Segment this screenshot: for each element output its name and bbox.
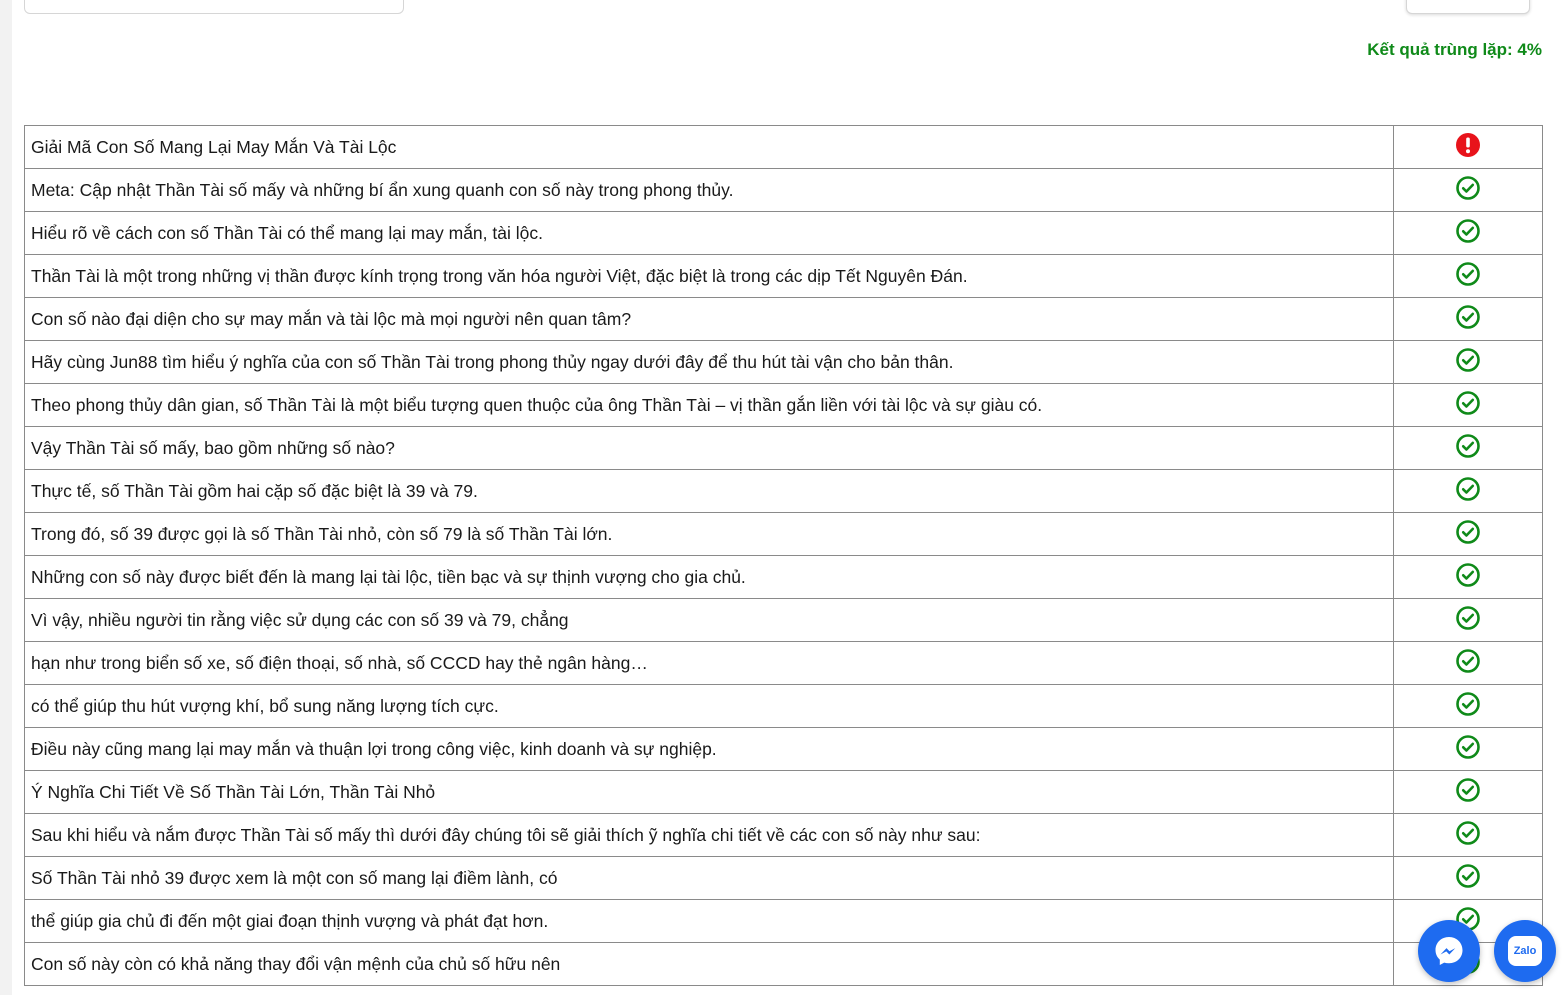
result-value: 4% [1517,40,1542,59]
table-row [25,900,1543,943]
check-circle-icon [1455,734,1481,765]
check-circle-icon [1455,519,1481,550]
sentence-cell: Thần Tài là một trong những vị thần được kính trọng trong văn hóa người Việt, đặc biệt là trong các dịp Tết Nguyên Đán. [25,255,1394,298]
check-circle-icon [1455,175,1481,206]
check-circle-icon [1455,347,1481,378]
content-panel [12,0,1568,995]
status-cell [1394,728,1543,771]
status-cell [1394,255,1543,298]
table-row [25,599,1543,642]
sentence-cell: Trong đó, số 39 được gọi là số Thần Tài nhỏ, còn số 79 là số Thần Tài lớn. [25,513,1394,556]
table-row [25,814,1543,857]
table-row [25,298,1543,341]
status-cell [1394,341,1543,384]
duplicate-result [1367,40,1542,60]
sentence-cell: Hiểu rõ về cách con số Thần Tài có thể mang lại may mắn, tài lộc. [25,212,1394,255]
zalo-label: Zalo [1513,945,1537,957]
check-circle-icon [1455,433,1481,464]
table-row [25,212,1543,255]
results-table [24,125,1543,986]
messenger-button[interactable] [1418,920,1480,982]
check-circle-icon [1455,390,1481,421]
zalo-button[interactable] [1494,920,1556,982]
alert-icon [1455,132,1481,163]
sentence-cell: Meta: Cập nhật Thần Tài số mấy và những bí ẩn xung quanh con số này trong phong thủy. [25,169,1394,212]
sentence-cell: Vì vậy, nhiều người tin rằng việc sử dụng các con số 39 và 79, chẳng [25,599,1394,642]
status-cell [1394,513,1543,556]
check-circle-icon [1455,691,1481,722]
check-circle-icon [1455,605,1481,636]
sentence-cell: Số Thần Tài nhỏ 39 được xem là một con số mang lại điềm lành, có [25,857,1394,900]
sentence-cell: Theo phong thủy dân gian, số Thần Tài là một biểu tượng quen thuộc của ông Thần Tài – vị thần gắn liền với tài lộc và sự giàu có. [25,384,1394,427]
text-input-box[interactable] [24,0,404,14]
sentence-cell: Vậy Thần Tài số mấy, bao gồm những số nào? [25,427,1394,470]
status-cell [1394,427,1543,470]
sentence-cell: thể giúp gia chủ đi đến một giai đoạn thịnh vượng và phát đạt hơn. [25,900,1394,943]
sentence-cell: Con số này còn có khả năng thay đổi vận mệnh của chủ số hữu nên [25,943,1394,986]
check-circle-icon [1455,648,1481,679]
table-row [25,384,1543,427]
check-circle-icon [1455,777,1481,808]
status-cell [1394,126,1543,169]
status-cell [1394,814,1543,857]
sentence-cell: Ý Nghĩa Chi Tiết Về Số Thần Tài Lớn, Thần Tài Nhỏ [25,771,1394,814]
table-row [25,771,1543,814]
check-circle-icon [1455,476,1481,507]
table-row [25,642,1543,685]
status-cell [1394,298,1543,341]
sentence-cell: Sau khi hiểu và nắm được Thần Tài số mấy thì dưới đây chúng tôi sẽ giải thích ỹ nghĩa chi tiết về các con số này như sau: [25,814,1394,857]
status-cell [1394,685,1543,728]
table-row [25,470,1543,513]
check-circle-icon [1455,820,1481,851]
table-row [25,427,1543,470]
check-button[interactable] [1406,0,1530,14]
messenger-icon [1432,934,1466,968]
table-row [25,943,1543,986]
check-circle-icon [1455,304,1481,335]
status-cell [1394,771,1543,814]
status-cell [1394,169,1543,212]
check-circle-icon [1455,261,1481,292]
table-row [25,126,1543,169]
status-cell [1394,642,1543,685]
status-cell [1394,384,1543,427]
sentence-cell: Điều này cũng mang lại may mắn và thuận lợi trong công việc, kinh doanh và sự nghiệp. [25,728,1394,771]
table-row [25,556,1543,599]
sentence-cell: Giải Mã Con Số Mang Lại May Mắn Và Tài Lộc [25,126,1394,169]
sentence-cell: Con số nào đại diện cho sự may mắn và tài lộc mà mọi người nên quan tâm? [25,298,1394,341]
status-cell [1394,470,1543,513]
table-row [25,341,1543,384]
check-circle-icon [1455,562,1481,593]
table-row [25,513,1543,556]
sentence-cell: Thực tế, số Thần Tài gồm hai cặp số đặc biệt là 39 và 79. [25,470,1394,513]
table-row [25,728,1543,771]
status-cell [1394,212,1543,255]
table-row [25,857,1543,900]
result-label: Kết quả trùng lặp: [1367,40,1513,59]
table-row [25,685,1543,728]
status-cell [1394,599,1543,642]
check-circle-icon [1455,863,1481,894]
table-row [25,169,1543,212]
zalo-icon [1508,936,1542,966]
status-cell [1394,857,1543,900]
sentence-cell: hạn như trong biển số xe, số điện thoại, số nhà, số CCCD hay thẻ ngân hàng… [25,642,1394,685]
table-row [25,255,1543,298]
status-cell [1394,556,1543,599]
sentence-cell: Những con số này được biết đến là mang lại tài lộc, tiền bạc và sự thịnh vượng cho gia chủ. [25,556,1394,599]
sentence-cell: có thể giúp thu hút vượng khí, bổ sung năng lượng tích cực. [25,685,1394,728]
check-circle-icon [1455,218,1481,249]
sentence-cell: Hãy cùng Jun88 tìm hiểu ý nghĩa của con số Thần Tài trong phong thủy ngay dưới đây để thu hút tài vận cho bản thân. [25,341,1394,384]
